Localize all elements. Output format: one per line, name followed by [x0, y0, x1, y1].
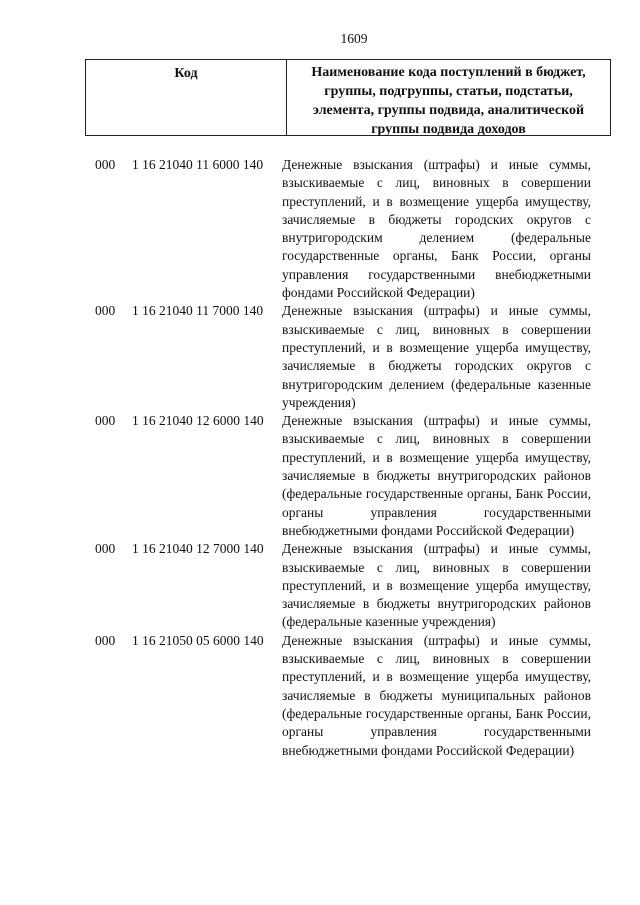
table-header	[85, 59, 611, 136]
header-code-label: Код	[86, 60, 287, 135]
row-admin-code: 000	[95, 303, 116, 319]
row-revenue-code: 1 16 21040 12 7000 140	[132, 541, 264, 557]
row-admin-code: 000	[95, 541, 116, 557]
row-revenue-code: 1 16 21050 05 6000 140	[132, 632, 264, 648]
table-row	[85, 632, 605, 760]
row-admin-code: 000	[95, 413, 116, 429]
table-row	[85, 412, 605, 540]
row-admin-code: 000	[95, 632, 116, 648]
table-row	[85, 156, 605, 302]
row-description: Денежные взыскания (штрафы) и иные суммы, взыскиваемые с лиц, виновных в совершении преступлений, и в возмещение ущерба имуществу, зачисляемые в бюджеты внутригородских районов (федеральные казенные учреждения)	[282, 541, 591, 630]
row-description: Денежные взыскания (штрафы) и иные суммы, взыскиваемые с лиц, виновных в совершении преступлений, и в возмещение ущерба имуществу, зачисляемые в бюджеты внутригородских районов (федеральные государственные органы, Банк России, органы управления государственными внебюджетными фондами Российской Федерации)	[282, 413, 591, 538]
table-body	[85, 156, 605, 760]
header-name-label: Наименование кода поступлений в бюджет, группы, подгруппы, статьи, подстатьи, элемента, группы подвида, аналитической группы подвида доходов	[311, 65, 586, 137]
row-description: Денежные взыскания (штрафы) и иные суммы, взыскиваемые с лиц, виновных в совершении преступлений, и в возмещение ущерба имуществу, зачисляемые в бюджеты городских округов с внутригородским делением (федеральные казенные учреждения)	[282, 303, 591, 410]
table-row	[85, 540, 605, 631]
row-revenue-code: 1 16 21040 11 6000 140	[132, 157, 264, 172]
row-revenue-code: 1 16 21040 12 6000 140	[132, 413, 264, 429]
page-number: 1609	[340, 31, 368, 46]
row-description: Денежные взыскания (штрафы) и иные суммы, взыскиваемые с лиц, виновных в совершении преступлений, и в возмещение ущерба имуществу, зачисляемые в бюджеты городских округов с внутригородским делением (федеральные государственные органы, Банк России, органы управления государственными внебюджетными фондами Российской Федерации)	[282, 157, 591, 301]
row-admin-code: 000	[95, 157, 116, 172]
row-description: Денежные взыскания (штрафы) и иные суммы, взыскиваемые с лиц, виновных в совершении преступлений, и в возмещение ущерба имуществу, зачисляемые в бюджеты муниципальных районов (федеральные государственные органы, Банк России, органы управления государственными внебюджетными фондами Российской Федерации)	[282, 632, 591, 758]
table-row	[85, 302, 605, 412]
row-revenue-code: 1 16 21040 11 7000 140	[132, 303, 264, 319]
